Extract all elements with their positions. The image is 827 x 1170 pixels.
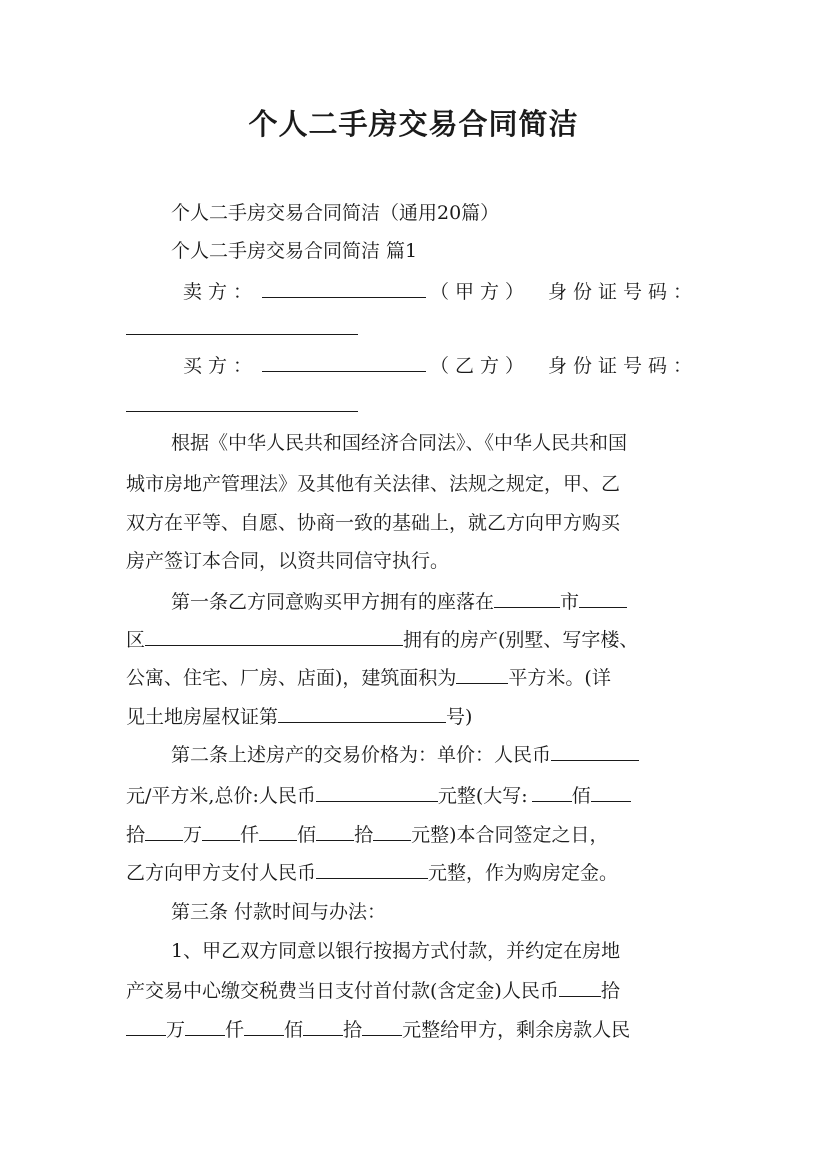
article1-text: 平方米。(详 [508,667,611,689]
article2-text: 元整，作为购房定金。 [428,862,619,884]
article1-text: 第一条乙方同意购买甲方拥有的座落在 [171,591,495,613]
section-heading: 个人二手房交易合同简洁 篇1 [171,240,418,262]
unit-label: 拾 [126,824,146,846]
shi-blank [316,822,354,841]
article2-text: 乙方向甲方支付人民币 [126,862,317,884]
article3-heading: 第三条 付款时间与办法： [171,901,387,923]
subtitle: 个人二手房交易合同简洁（通用20篇） [171,202,500,224]
downpayment-bai-blank [244,1017,284,1036]
buyer-id-blank [126,411,358,412]
document-title: 个人二手房交易合同简洁 [248,107,579,141]
yuan-blank [373,822,411,841]
article1-line-3 [126,665,702,690]
preamble-line-1: 根据《中华人民共和国经济合同法》、《中华人民共和国 [171,432,628,454]
downpayment-shi-blank [303,1017,343,1036]
seller-party: （甲方） [430,281,531,303]
preamble-line-3: 双方在平等、自愿、协商一致的基础上，就乙方向甲方购买 [126,512,621,534]
city-blank [494,589,560,608]
article2-text: 佰 [571,785,591,807]
article2-line-2 [126,783,702,808]
area-blank [456,665,508,684]
downpayment-shi-wan-blank [559,978,601,997]
article1-line-4 [126,704,702,729]
downpayment-qian-blank [185,1017,225,1036]
bai-blank [259,822,297,841]
qian-blank [202,822,240,841]
unit-label: 仟 [225,1019,245,1041]
article2-text: 第二条上述房产的交易价格为：单价：人民币 [171,744,552,766]
article3-text: 产交易中心缴交税费当日支付首付款(含定金)人民币 [126,980,559,1002]
article1-line-1 [171,589,702,614]
article3-para1-line-1: 1、甲乙双方同意以银行按揭方式付款，并约定在房地 [171,940,621,962]
article2-line-3 [126,822,702,847]
buyer-line [183,353,699,378]
seller-id-blank [126,334,358,335]
total-price-blank [316,783,438,802]
seller-label: 卖方： [183,281,259,303]
unit-label: 佰 [297,824,317,846]
article2-text: 元/平方米,总价:人民币 [126,785,316,807]
certificate-blank [278,704,446,723]
unit-label: 万 [166,1019,186,1041]
article1-text: 号) [446,706,473,728]
buyer-party: （乙方） [430,355,531,377]
unit-label: 拾 [343,1019,363,1041]
article1-text: 见土地房屋权证第 [126,706,279,728]
city-label: 市 [560,591,580,613]
unit-label: 拾 [354,824,374,846]
district-blank [145,627,403,646]
preamble-line-4: 房产签订本合同，以资共同信守执行。 [126,550,450,572]
article2-text: 元整)本合同签定之日， [411,824,609,846]
tens-blank-start [591,783,631,802]
preamble-line-2: 城市房地产管理法》及其他有关法律、法规之规定，甲、乙 [126,473,621,495]
deposit-blank [316,860,428,879]
buyer-name-blank [262,353,426,372]
buyer-id-label: 身份证号码： [548,355,699,377]
article3-para1-line-2 [126,978,702,1003]
article1-line-2 [126,627,702,652]
unit-label: 仟 [240,824,260,846]
article3-para1-line-3 [126,1017,702,1042]
article2-line-1 [171,742,702,767]
article1-text: 公寓、住宅、厂房、店面)，建筑面积为 [126,667,457,689]
district-label: 区 [126,629,146,651]
article2-text: 元整(大写: [437,785,528,807]
seller-name-blank [262,279,426,298]
hundreds-blank [532,783,572,802]
unit-label: 拾 [600,980,620,1002]
seller-line [183,279,699,304]
seller-id-label: 身份证号码： [548,281,699,303]
unit-price-blank [551,742,639,761]
article1-text: 拥有的房产(别墅、写字楼、 [403,629,639,651]
wan-blank [145,822,183,841]
article2-line-4 [126,860,702,885]
downpayment-yuan-blank [362,1017,402,1036]
article3-text: 元整给甲方，剩余房款人民 [402,1019,631,1041]
buyer-label: 买方： [183,355,259,377]
unit-label: 万 [183,824,203,846]
downpayment-wan-blank [126,1017,166,1036]
unit-label: 佰 [284,1019,304,1041]
district-blank-start [579,589,627,608]
